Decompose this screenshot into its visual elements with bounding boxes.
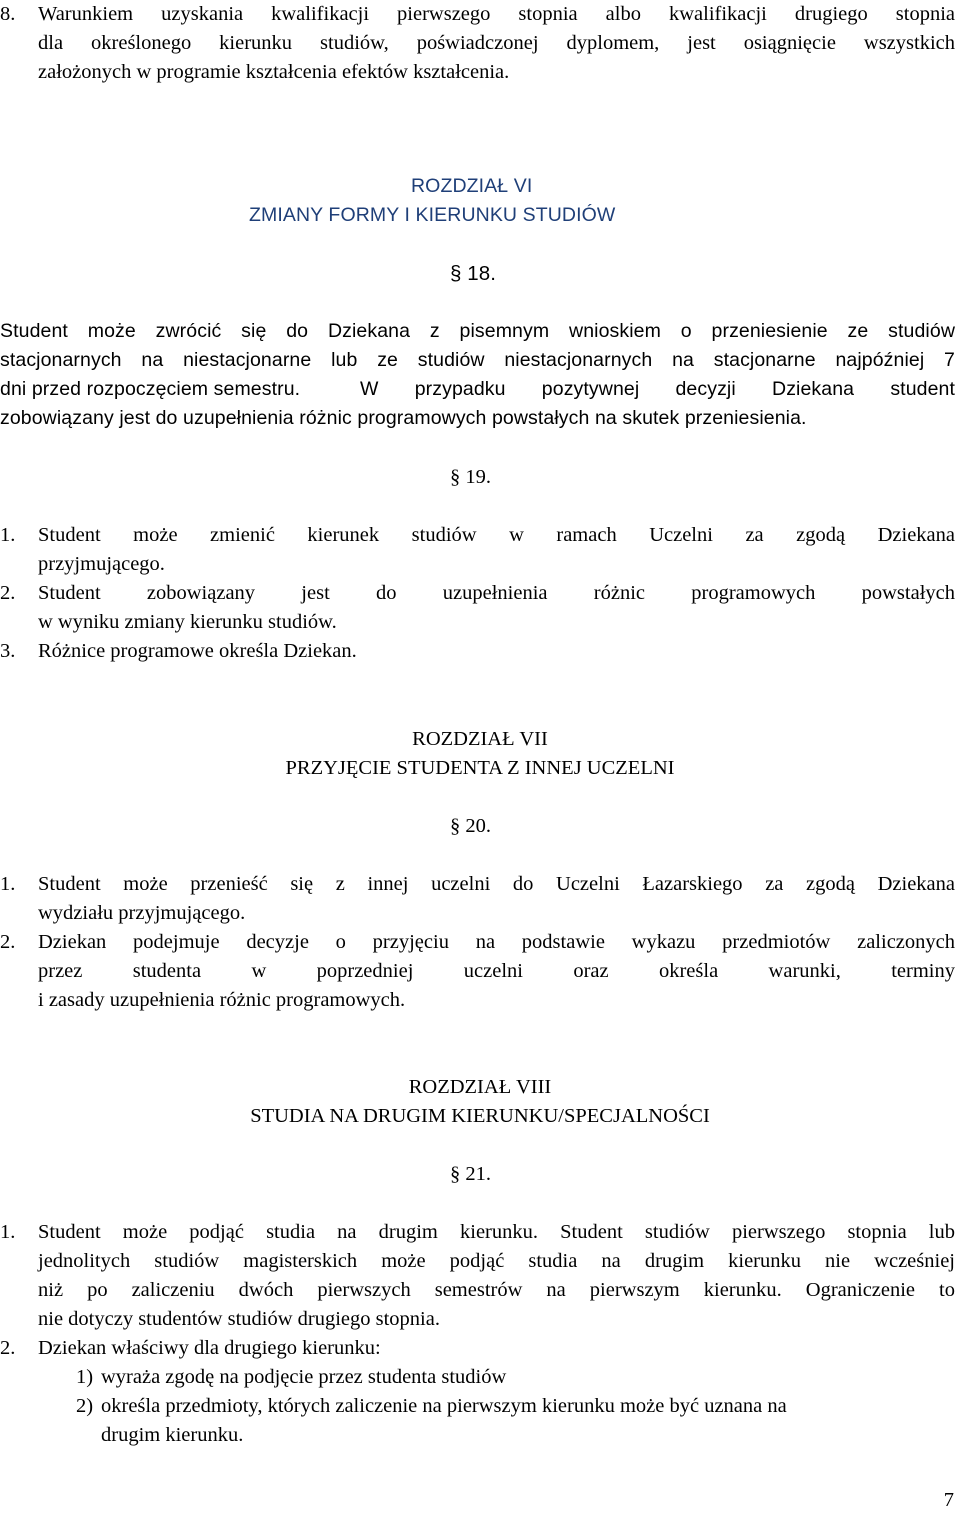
paragraph-line: Student może podjąć studia na drugim kierunku. Student studiów pierwszego stopnia lub: [38, 1221, 955, 1243]
paragraph-line: wyraża zgodę na podjęcie przez studenta studiów: [101, 1366, 507, 1388]
item-number: 8.: [0, 3, 16, 25]
page-number: 7: [943, 1489, 954, 1511]
section-label: § 19.: [450, 466, 491, 488]
paragraph-line: jednolitych studiów magisterskich może podjąć studia na drugim kierunku nie wcześniej: [38, 1250, 955, 1272]
item-number: 1.: [0, 1221, 16, 1243]
item-number: 2.: [0, 582, 16, 604]
paragraph-line: w wyniku zmiany kierunku studiów.: [38, 611, 337, 633]
paragraph-line: stacjonarnych na niestacjonarne lub ze studiów niestacjonarnych na stacjonarne najpóźniej 7: [0, 349, 955, 371]
item-number: 2.: [0, 1337, 16, 1359]
chapter-subheading: STUDIA NA DRUGIM KIERUNKU/SPECJALNOŚCI: [250, 1105, 710, 1127]
paragraph-line: Dziekan podejmuje decyzje o przyjęciu na podstawie wykazu przedmiotów zaliczonych: [38, 931, 955, 953]
chapter-heading: ROZDZIAŁ VII: [412, 728, 548, 750]
paragraph-line: założonych w programie kształcenia efektów kształcenia.: [38, 61, 510, 83]
paragraph-line: zobowiązany jest do uzupełnienia różnic programowych powstałych na skutek przeniesienia.: [0, 407, 807, 429]
item-number: 2.: [0, 931, 16, 953]
paragraph-line: wydziału przyjmującego.: [38, 902, 246, 924]
item-number: 1.: [0, 524, 16, 546]
item-number: 3.: [0, 640, 16, 662]
paragraph-line: Student może zmienić kierunek studiów w ramach Uczelni za zgodą Dziekana: [38, 524, 955, 546]
chapter-heading: ROZDZIAŁ VIII: [408, 1076, 552, 1098]
paragraph-line: dla określonego kierunku studiów, poświadczonej dyplomem, jest osiągnięcie wszystkich: [38, 32, 955, 54]
paragraph-line: i zasady uzupełnienia różnic programowych.: [38, 989, 406, 1011]
subitem-number: 2): [76, 1395, 94, 1417]
paragraph-line: drugim kierunku.: [101, 1424, 244, 1446]
paragraph-line: Różnice programowe określa Dziekan.: [38, 640, 357, 662]
paragraph-line: Dziekan właściwy dla drugiego kierunku:: [38, 1337, 381, 1359]
paragraph-line: W przypadku pozytywnej decyzji Dziekana student: [360, 378, 955, 400]
section-label: § 21.: [450, 1163, 491, 1185]
paragraph-line: Student zobowiązany jest do uzupełnienia różnic programowych powstałych: [38, 582, 955, 604]
paragraph-line: Student może zwrócić się do Dziekana z pisemnym wnioskiem o przeniesienie ze studiów: [0, 320, 955, 342]
chapter-subheading: PRZYJĘCIE STUDENTA Z INNEJ UCZELNI: [285, 757, 675, 779]
paragraph-line: niż po zaliczeniu dwóch pierwszych semestrów na pierwszym kierunku. Ograniczenie to: [38, 1279, 955, 1301]
paragraph-line: Student może przenieść się z innej uczelni do Uczelni Łazarskiego za zgodą Dziekana: [38, 873, 955, 895]
section-label: § 18.: [450, 262, 497, 285]
paragraph-line: nie dotyczy studentów studiów drugiego stopnia.: [38, 1308, 440, 1330]
paragraph-line: określa przedmioty, których zaliczenie na pierwszym kierunku może być uznana na: [101, 1395, 787, 1417]
item-number: 1.: [0, 873, 16, 895]
subitem-number: 1): [76, 1366, 94, 1388]
paragraph-line: dni przed rozpoczęciem semestru.: [0, 378, 301, 400]
chapter-subheading: ZMIANY FORMY I KIERUNKU STUDIÓW: [249, 204, 616, 226]
section-label: § 20.: [450, 815, 491, 837]
paragraph-line: przez studenta w poprzedniej uczelni oraz określa warunki, terminy: [38, 960, 955, 982]
chapter-heading: ROZDZIAŁ VI: [411, 175, 533, 197]
paragraph-line: Warunkiem uzyskania kwalifikacji pierwszego stopnia albo kwalifikacji drugiego stopnia: [38, 3, 955, 25]
paragraph-line: przyjmującego.: [38, 553, 165, 575]
